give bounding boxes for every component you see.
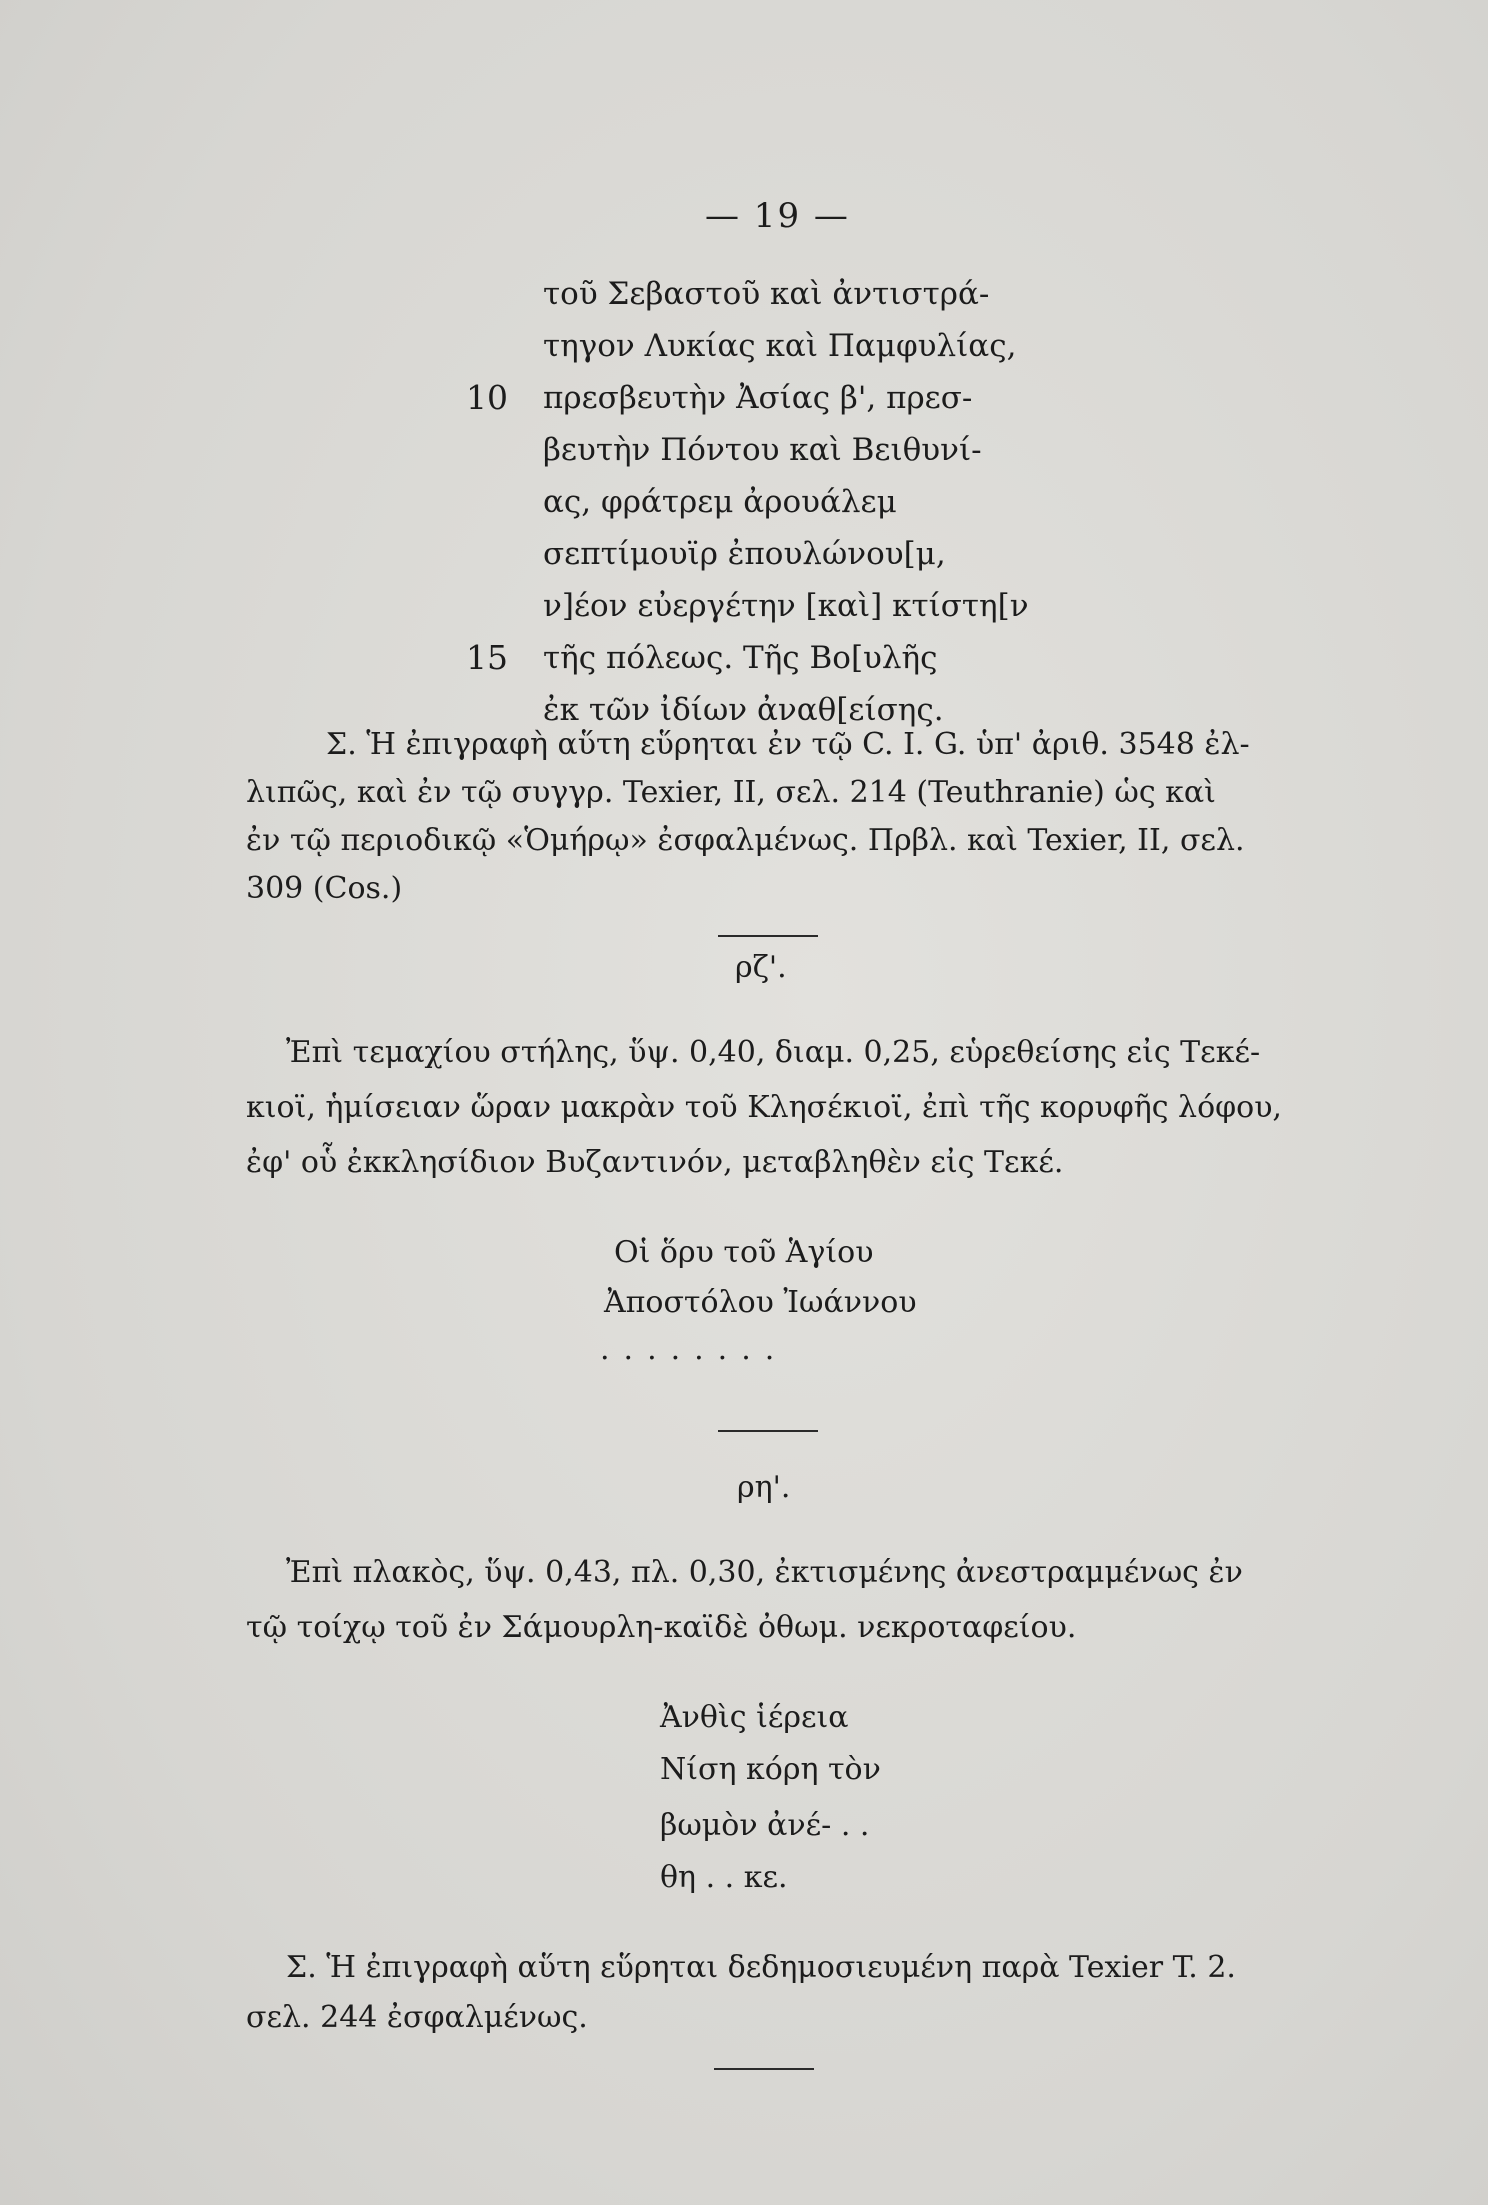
inscription-line: τῆς πόλεως. Τῆς Βο[υλῆς bbox=[543, 640, 938, 676]
inscription-line: ας, φράτρεμ ἀρουάλεμ bbox=[543, 484, 897, 520]
section-divider bbox=[718, 935, 818, 937]
note-line: σελ. 244 ἐσφαλμένως. bbox=[246, 2000, 588, 2035]
note-line: λιπῶς, καὶ ἐν τῷ συγγρ. Texier, II, σελ. 214 (Teuthranie) ὡς καὶ bbox=[246, 775, 1216, 810]
section-number: ρη'. bbox=[737, 1470, 791, 1505]
section-number: ρζ'. bbox=[735, 950, 787, 985]
note-line: Σ. Ἡ ἐπιγραφὴ αὕτη εὕρηται ἐν τῷ C. I. G. ὑπ' ἀριθ. 3548 ἐλ- bbox=[326, 727, 1250, 762]
inscription-line: Οἱ ὅρυ τοῦ Ἁγίου bbox=[614, 1235, 874, 1270]
inscription-line: πρεσβευτὴν Ἀσίας β', πρεσ- bbox=[543, 380, 973, 416]
line-number: 15 bbox=[466, 638, 508, 677]
description-line: τῷ τοίχῳ τοῦ ἐν Σάμουρλη-καϊδὲ ὀθωμ. νεκροταφείου. bbox=[246, 1610, 1077, 1645]
description-line: ἐφ' οὗ ἐκκλησίδιον Βυζαντινόν, μεταβληθὲν εἰς Τεκέ. bbox=[246, 1145, 1064, 1180]
inscription-line: τοῦ Σεβαστοῦ καὶ ἀντιστρά- bbox=[543, 276, 990, 312]
inscription-line: βευτὴν Πόντου καὶ Βειθυνί- bbox=[543, 432, 982, 468]
inscription-line: βωμὸν ἀνέ- . . bbox=[660, 1808, 870, 1843]
page-number: — 19 — bbox=[705, 196, 850, 236]
description-line: κιοϊ, ἡμίσειαν ὥραν μακρὰν τοῦ Κλησέκιοϊ, ἐπὶ τῆς κορυφῆς λόφου, bbox=[246, 1090, 1282, 1125]
inscription-line: τηγον Λυκίας καὶ Παμφυλίας, bbox=[543, 328, 1017, 364]
note-line: Σ. Ἡ ἐπιγραφὴ αὕτη εὕρηται δεδημοσιευμένη παρὰ Texier T. 2. bbox=[286, 1950, 1236, 1985]
line-number: 10 bbox=[466, 378, 508, 417]
lacuna-dots: ........ bbox=[600, 1332, 789, 1367]
section-divider bbox=[718, 1430, 818, 1432]
note-line: ἐν τῷ περιοδικῷ «Ὁμήρῳ» ἐσφαλμένως. Πρβλ. καὶ Texier, II, σελ. bbox=[246, 823, 1245, 858]
inscription-line: ἐκ τῶν ἰδίων ἀναθ[είσης. bbox=[543, 692, 944, 728]
description-line: Ἐπὶ τεμαχίου στήλης, ὕψ. 0,40, διαμ. 0,25, εὑρεθείσης εἰς Τεκέ- bbox=[286, 1035, 1261, 1070]
inscription-line: Νίση κόρη τὸν bbox=[660, 1752, 881, 1787]
section-divider bbox=[714, 2068, 814, 2070]
inscription-line: Ἀποστόλου Ἰωάννου bbox=[604, 1285, 917, 1320]
inscription-line: ν]έον εὐεργέτην [καὶ] κτίστη[ν bbox=[543, 588, 1029, 624]
description-line: Ἐπὶ πλακὸς, ὕψ. 0,43, πλ. 0,30, ἐκτισμένης ἀνεστραμμένως ἐν bbox=[286, 1555, 1243, 1590]
note-line: 309 (Cos.) bbox=[246, 871, 403, 906]
inscription-line: Ἀνθὶς ἱέρεια bbox=[660, 1700, 849, 1735]
inscription-line: σεπτίμουϊρ ἐπουλώνου[μ, bbox=[543, 536, 946, 572]
inscription-line: θη . . κε. bbox=[660, 1860, 788, 1895]
